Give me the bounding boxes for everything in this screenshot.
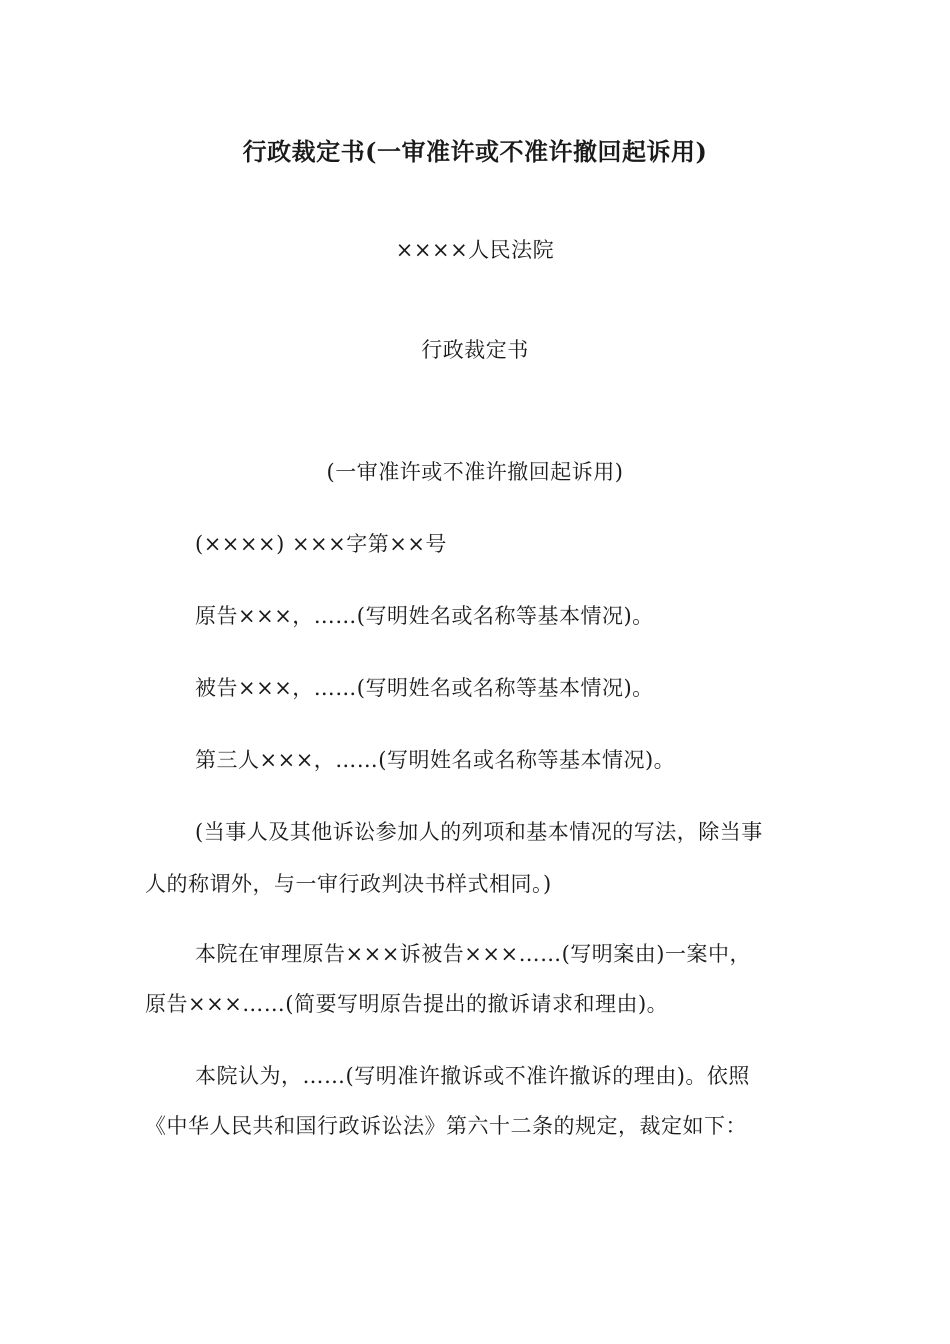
document-subtitle: (一审准许或不准许撤回起诉用) [326,460,624,484]
defendant-paragraph: 被告×××，……(写明姓名或名称等基本情况)。 [195,676,654,700]
hearing-paragraph-line2: 原告×××……(简要写明原告提出的撤诉请求和理由)。 [145,992,669,1016]
court-name: ××××人民法院 [395,238,555,262]
note-paragraph-line1: (当事人及其他诉讼参加人的列项和基本情况的写法，除当事 [195,820,763,844]
document-type: 行政裁定书 [421,338,529,362]
document-title: 行政裁定书(一审准许或不准许撤回起诉用) [242,137,708,166]
hearing-paragraph-line1: 本院在审理原告×××诉被告×××……(写明案由)一案中， [195,942,751,966]
ruling-paragraph-line1: 本院认为，……(写明准许撤诉或不准许撤诉的理由)。依照 [195,1064,750,1088]
case-number: (××××) ×××字第××号 [195,532,447,556]
third-party-paragraph: 第三人×××，……(写明姓名或名称等基本情况)。 [195,748,676,772]
ruling-paragraph-line2: 《中华人民共和国行政诉讼法》第六十二条的规定，裁定如下： [145,1114,747,1138]
note-paragraph-line2: 人的称谓外，与一审行政判决书样式相同。) [145,872,552,896]
plaintiff-paragraph: 原告×××，……(写明姓名或名称等基本情况)。 [195,604,654,628]
